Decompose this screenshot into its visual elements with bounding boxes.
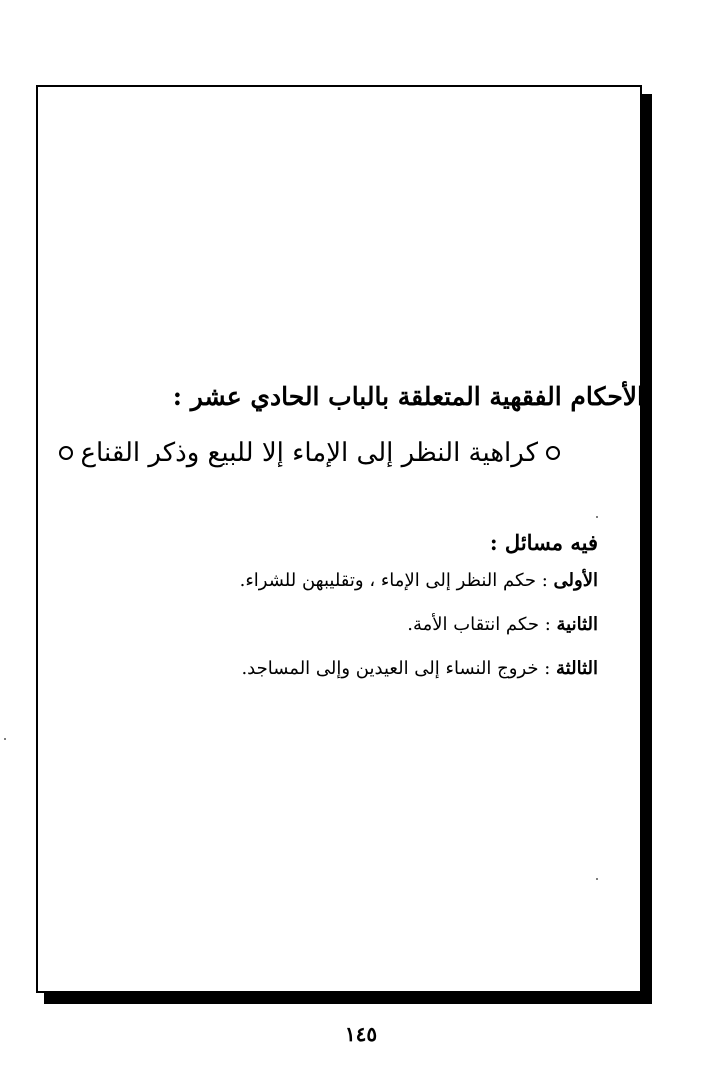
list-item — [240, 660, 598, 704]
issues-intro: فيه مسائل : — [489, 530, 598, 555]
issue-separator: : — [536, 570, 554, 591]
subtitle-text: كراهية النظر إلى الإماء إلا للبيع وذكر القناع — [80, 438, 538, 468]
list-item — [240, 572, 598, 616]
issue-label: الثانية — [556, 614, 598, 635]
page-number: ١٤٥ — [344, 1022, 378, 1046]
list-item — [240, 616, 598, 660]
scan-speck — [4, 738, 6, 740]
scan-speck — [596, 516, 598, 518]
issues-list — [240, 572, 598, 704]
issue-separator: : — [538, 614, 557, 635]
issue-text: حكم النظر إلى الإماء ، وتقليبهن للشراء. — [239, 570, 537, 591]
issue-separator: : — [538, 658, 557, 679]
scan-speck — [596, 878, 598, 880]
issue-text: خروج النساء إلى العيدين وإلى المساجد. — [241, 658, 539, 679]
issue-text: حكم انتقاب الأمة. — [407, 614, 539, 635]
issue-label: الثالثة — [556, 658, 598, 679]
chapter-subtitle — [59, 438, 560, 468]
ring-ornament-left — [59, 446, 73, 460]
issue-label: الأولى — [553, 570, 598, 591]
ring-ornament-right — [546, 446, 560, 460]
section-heading: الأحكام الفقهية المتعلقة بالباب الحادي عشر : — [172, 382, 644, 411]
